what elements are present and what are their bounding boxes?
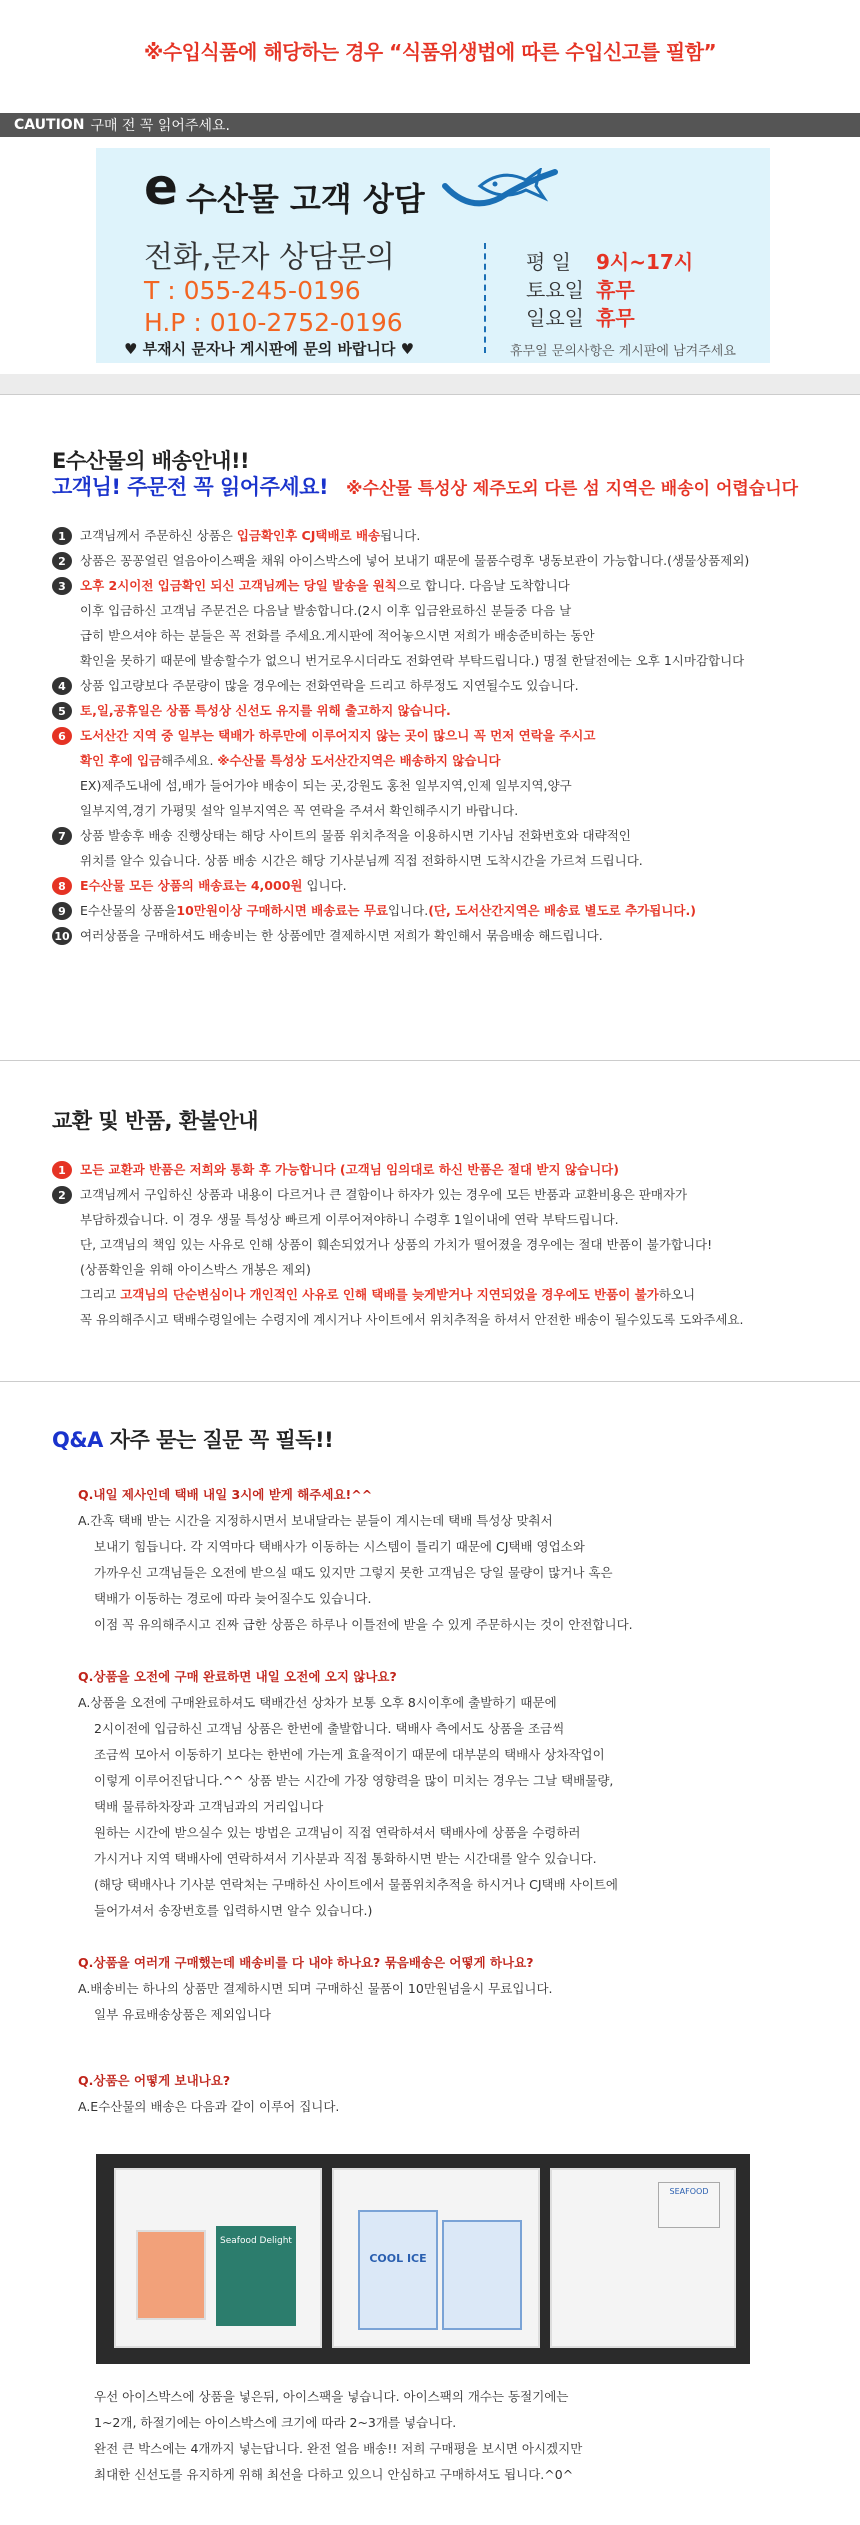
list-item <box>52 573 852 598</box>
item-continuation: (상품확인을 위해 아이스박스 개봉은 제외) <box>80 1262 311 1277</box>
item-text <box>80 548 852 573</box>
photo-box-open <box>114 2168 322 2348</box>
closing-text <box>94 2384 834 2488</box>
qa-question: Q.상품을 여러개 구매했는데 배송비를 다 내야 하나요? 묶음배송은 어떻게 하나요? <box>78 1955 534 1970</box>
hours-row <box>526 304 693 332</box>
qa-answer-line: A.상품을 오전에 구매완료하셔도 택배간선 상차가 보통 오후 8시이후에 출발하기 때문에 <box>78 1695 557 1710</box>
item-text-post: 으로 합니다. 다음날 도착합니다 <box>396 578 570 593</box>
qa-answer-line: 이점 꼭 유의해주시고 진짜 급한 상품은 하루나 이틀전에 받을 수 있게 주문하시는 것이 안전합니다. <box>94 1617 633 1632</box>
photo-box-ice <box>332 2168 540 2348</box>
caution-text: 구매 전 꼭 읽어주세요. <box>90 118 230 134</box>
delivery-section <box>0 394 860 1060</box>
hours-day: 평 일 <box>526 250 571 274</box>
item-text <box>80 573 852 598</box>
qa-answer-line: 2시이전에 입금하신 고객님 상품은 한번에 출발합니다. 택배사 측에서도 상품을 조금씩 <box>94 1721 565 1736</box>
business-hours <box>526 248 693 332</box>
item-number-icon: 8 <box>52 877 72 895</box>
list-item <box>52 548 852 573</box>
qa-question: Q.상품을 오전에 구매 완료하면 내일 오전에 오지 않나요? <box>78 1669 397 1684</box>
item-text-post: 됩니다. <box>380 528 421 543</box>
hours-time: 휴무 <box>596 278 635 302</box>
list-item <box>52 698 852 723</box>
item-number-icon: 4 <box>52 677 72 695</box>
item-number-icon: 3 <box>52 577 72 595</box>
item-continuation: 일부지역,경기 가평및 설악 일부지역은 꼭 연락을 주셔서 확인해주시기 바랍니다. <box>80 803 519 818</box>
qa-answer-line: A.간혹 택배 받는 시간을 지정하시면서 보내달라는 분들이 계시는데 택배 특성상 맞춰서 <box>78 1513 553 1528</box>
item-text-hl2: (단, 도서산간지역은 배송료 별도로 추가됩니다.) <box>428 903 696 918</box>
continuation-segment: 해주세요. <box>161 753 218 768</box>
separator <box>0 374 860 394</box>
qa-question: Q.상품은 어떻게 보내나요? <box>78 2073 231 2088</box>
banner-title-e: e <box>144 158 178 216</box>
item-text-hl: 토,일,공휴일은 상품 특성상 신선도 유지를 위해 출고하지 않습니다. <box>80 703 451 718</box>
continuation-segment: 확인 후에 입금 <box>80 753 162 768</box>
qa-block <box>78 1664 818 1924</box>
item-text-pre: E수산물의 상품을 <box>80 903 177 918</box>
continuation-segment: ※수산물 특성상 도서산간지역은 배송하지 않습니다 <box>217 753 501 768</box>
consult-banner <box>96 148 770 363</box>
delivery-list <box>52 523 852 948</box>
list-item <box>52 873 852 898</box>
item-continuation: 확인을 못하기 때문에 발송할수가 없으니 번거로우시더라도 전화연락 부탁드립니다.) 명절 한달전에는 오후 1시마감합니다 <box>80 653 745 668</box>
item-number-icon: 1 <box>52 1161 72 1179</box>
item-continuation <box>52 1282 852 1307</box>
refund-title: 교환 및 반품, 환불안내 <box>52 1109 258 1133</box>
list-item <box>52 923 852 948</box>
item-number-icon: 6 <box>52 727 72 745</box>
closing-line: 1~2개, 하절기에는 아이스박스에 크기에 따라 2~3개를 넣습니다. <box>94 2415 457 2430</box>
continuation-segment: 그리고 <box>80 1287 121 1302</box>
item-continuation <box>52 748 852 773</box>
item-number-icon: 5 <box>52 702 72 720</box>
qa-question: Q.내일 제사인데 택배 내일 3시에 받게 해주세요!^^ <box>78 1487 373 1502</box>
item-number-icon: 9 <box>52 902 72 920</box>
qa-answer-line: A.배송비는 하나의 상품만 결제하시면 되며 구매하신 물품이 10만원넘을시 무료입니다. <box>78 1981 553 1996</box>
qa-title <box>52 1424 333 1454</box>
banner-subtitle: 전화,문자 상담문의 <box>144 240 395 275</box>
item-text-pre: 상품은 꽁꽁얼린 얼음아이스팩을 채워 아이스박스에 넣어 보내기 때문에 물품수령후 냉동보관이 가능합니다.(생물상품제외) <box>80 553 750 568</box>
qa-answer-line: (해당 택배사나 기사분 연락처는 구매하신 사이트에서 물품위치추적을 하시거나 CJ택배 사이트에 <box>94 1877 618 1892</box>
hours-day: 일요일 <box>526 306 584 330</box>
packaging-photos <box>96 2154 750 2364</box>
qa-answer-line: 조금씩 모아서 이동하기 보다는 한번에 가는게 효율적이기 때문에 대부분의 택배사 상차작업이 <box>94 1747 605 1762</box>
delivery-island-note: ※수산물 특성상 제주도외 다른 섬 지역은 배송이 어렵습니다 <box>346 479 799 499</box>
qa-list <box>78 1482 818 2120</box>
item-text-hl: 모든 교환과 반품은 저희와 통화 후 가능합니다 (고객님 임의대로 하신 반품은 절대 받지 않습니다) <box>80 1162 619 1177</box>
item-number-icon: 2 <box>52 1186 72 1204</box>
qa-answer-line: 일부 유료배송상품은 제외입니다 <box>94 2007 271 2022</box>
qa-block <box>78 1482 818 1638</box>
item-number-icon: 7 <box>52 827 72 845</box>
qa-answer-line: 택배가 이동하는 경로에 따라 늦어질수도 있습니다. <box>94 1591 372 1606</box>
banner-tel[interactable]: T : 055-245-0196 <box>144 276 361 305</box>
item-continuation: 부담하겠습니다. 이 경우 생물 특성상 빠르게 이루어져야하니 수령후 1일이내에 연락 부탁드립니다. <box>80 1212 619 1227</box>
item-text-post: 입니다. <box>302 878 347 893</box>
list-item <box>52 523 852 548</box>
item-continuation: 단, 고객님의 책임 있는 사유로 인해 상품이 훼손되었거나 상품의 가치가 떨어졌을 경우에는 절대 반품이 불가합니다! <box>80 1237 713 1252</box>
qa-title-qa: Q&A <box>52 1428 103 1452</box>
qa-answer-line: 이렇게 이루어진답니다.^^ 상품 받는 시간에 가장 영향력을 많이 미치는 경우는 그날 택배물량, <box>94 1773 614 1788</box>
hours-day: 토요일 <box>526 278 584 302</box>
banner-title: 수산물 고객 상담 <box>186 180 425 218</box>
banner-foot: ♥ 부재시 문자나 게시판에 문의 바랍니다 ♥ <box>124 340 415 358</box>
item-number-icon: 10 <box>52 927 72 945</box>
banner-divider <box>484 243 486 353</box>
continuation-segment: 하오니 <box>658 1287 696 1302</box>
hours-time: 9시~17시 <box>596 250 694 274</box>
item-text <box>80 698 852 723</box>
item-continuation: 위치를 알수 있습니다. 상품 배송 시간은 해당 기사분님께 직접 전화하시면 도착시간을 가르쳐 드립니다. <box>80 853 643 868</box>
closing-line: 완전 큰 박스에는 4개까지 넣는답니다. 완전 얼음 배송!! 저희 구매평을 보시면 아시겠지만 <box>94 2441 583 2456</box>
seafood-tray <box>136 2230 206 2320</box>
caution-bar <box>0 113 860 137</box>
hours-row <box>526 248 693 276</box>
closing-line: 우선 아이스박스에 상품을 넣은뒤, 아이스팩을 넣습니다. 아이스팩의 개수는 동절기에는 <box>94 2389 569 2404</box>
closing-line: 최대한 신선도를 유지하게 위해 최선을 다하고 있으니 안심하고 구매하셔도 됩니다.^0^ <box>94 2467 574 2482</box>
item-text-pre: 상품 발송후 배송 진행상태는 해당 사이트의 물품 위치추적을 이용하시면 기사님 전화번호와 대략적인 <box>80 828 631 843</box>
caution-label: CAUTION <box>14 117 85 133</box>
qa-block <box>78 2068 818 2120</box>
import-notice <box>0 0 860 100</box>
list-item <box>52 1157 852 1182</box>
qa-answer-line: A.E수산물의 배송은 다음과 같이 이루어 집니다. <box>78 2099 340 2114</box>
qa-block <box>78 1950 818 2028</box>
item-text <box>80 1182 852 1207</box>
item-text <box>80 923 852 948</box>
item-text <box>80 898 852 923</box>
item-text-pre: 상품 입고량보다 주문량이 많을 경우에는 전화연락을 드리고 하루정도 지연될수도 있습니다. <box>80 678 579 693</box>
list-item <box>52 673 852 698</box>
item-text-pre: 여러상품을 구매하셔도 배송비는 한 상품에만 결제하시면 저희가 확인해서 묶음배송 해드립니다. <box>80 928 603 943</box>
qa-title-rest: 자주 묻는 질문 꼭 필독!! <box>102 1428 334 1452</box>
qa-answer-line: 보내기 힘듭니다. 각 지역마다 택배사가 이동하는 시스템이 틀리기 때문에 CJ택배 영업소와 <box>94 1539 585 1554</box>
item-text <box>80 673 852 698</box>
item-text <box>80 723 852 748</box>
item-continuation: 이후 입금하신 고객님 주문건은 다음날 발송합니다.(2시 이후 입금완료하신 분들중 다음 날 <box>80 603 572 618</box>
photo-box-closed <box>550 2168 736 2348</box>
item-continuation: EX)제주도내에 섬,배가 들어가야 배송이 되는 곳,강원도 홍천 일부지역,인제 일부지역,양구 <box>80 778 572 793</box>
refund-section <box>0 1061 860 1381</box>
qa-answer-line: 원하는 시간에 받으실수 있는 방법은 고객님이 직접 연락하셔서 택배사에 상품을 수령하러 <box>94 1825 581 1840</box>
ice-pack <box>442 2220 522 2330</box>
item-continuation: 급히 받으셔야 하는 분들은 꼭 전화를 주세요.게시판에 적어놓으시면 저희가 배송준비하는 동안 <box>80 628 595 643</box>
delivery-subtitle: 고객님! 주문전 꼭 읽어주세요! <box>52 475 329 499</box>
holiday-note: 휴무일 문의사항은 게시판에 남겨주세요 <box>510 344 736 359</box>
delivery-title: E수산물의 배송안내!! <box>52 449 250 473</box>
refund-list <box>52 1157 852 1332</box>
list-item <box>52 1182 852 1207</box>
hours-row <box>526 276 693 304</box>
item-text <box>80 523 852 548</box>
shipping-label: SEAFOOD <box>658 2182 720 2228</box>
list-item <box>52 823 852 848</box>
list-item <box>52 898 852 923</box>
item-text <box>80 1157 852 1182</box>
item-text-hl: 10만원이상 구매하시면 배송료는 무료 <box>176 903 388 918</box>
import-notice-text: ※수입식품에 해당하는 경우 “식품위생법에 따른 수입신고를 필함” <box>143 39 717 64</box>
hours-time: 휴무 <box>596 306 635 330</box>
item-text-pre: 고객님께서 주문하신 상품은 <box>80 528 237 543</box>
item-text-pre: 고객님께서 구입하신 상품과 내용이 다르거나 큰 결함이나 하자가 있는 경우에 모든 반품과 교환비용은 판매자가 <box>80 1187 688 1202</box>
item-text <box>80 873 852 898</box>
item-text-hl: E수산물 모든 상품의 배송료는 4,000원 <box>80 878 303 893</box>
qa-answer-line: 가시거나 지역 택배사에 연락하셔서 기사분과 직접 통화하시면 받는 시간대를 알수 있습니다. <box>94 1851 597 1866</box>
item-text <box>80 823 852 848</box>
item-text-hl: 도서산간 지역 중 일부는 택배가 하루만에 이루어지지 않는 곳이 많으니 꼭 먼저 연락을 주시고 <box>80 728 596 743</box>
qa-answer-line: 가까우신 고객님들은 오전에 받으실 때도 있지만 그렇지 못한 고객님은 당일 물량이 많거나 혹은 <box>94 1565 613 1580</box>
item-text-hl: 오후 2시이전 입금확인 되신 고객님께는 당일 발송을 원칙 <box>80 578 397 593</box>
banner-hp[interactable]: H.P : 010-2752-0196 <box>144 308 403 337</box>
ice-pack: COOL ICE <box>358 2210 438 2330</box>
continuation-segment: 고객님의 단순변심이나 개인적인 사유로 인해 택배를 늦게받거나 지연되었을 경우에도 반품이 불가 <box>120 1287 659 1302</box>
item-text-hl: 입금확인후 CJ택배로 배송 <box>236 528 381 543</box>
item-continuation: 꼭 유의해주시고 택배수령일에는 수령지에 계시거나 사이트에서 위치추적을 하셔서 안전한 배송이 될수있도록 도와주세요. <box>80 1312 744 1327</box>
item-number-icon: 2 <box>52 552 72 570</box>
item-number-icon: 1 <box>52 527 72 545</box>
qa-answer-line: 택배 물류하차장과 고객님과의 거리입니다 <box>94 1799 324 1814</box>
qa-answer-line: 들어가셔서 송장번호를 입력하시면 알수 있습니다.) <box>94 1903 373 1918</box>
fish-logo-icon <box>440 168 560 218</box>
item-text-post: 입니다. <box>387 903 429 918</box>
list-item <box>52 723 852 748</box>
seafood-package: Seafood Delight <box>216 2226 296 2326</box>
